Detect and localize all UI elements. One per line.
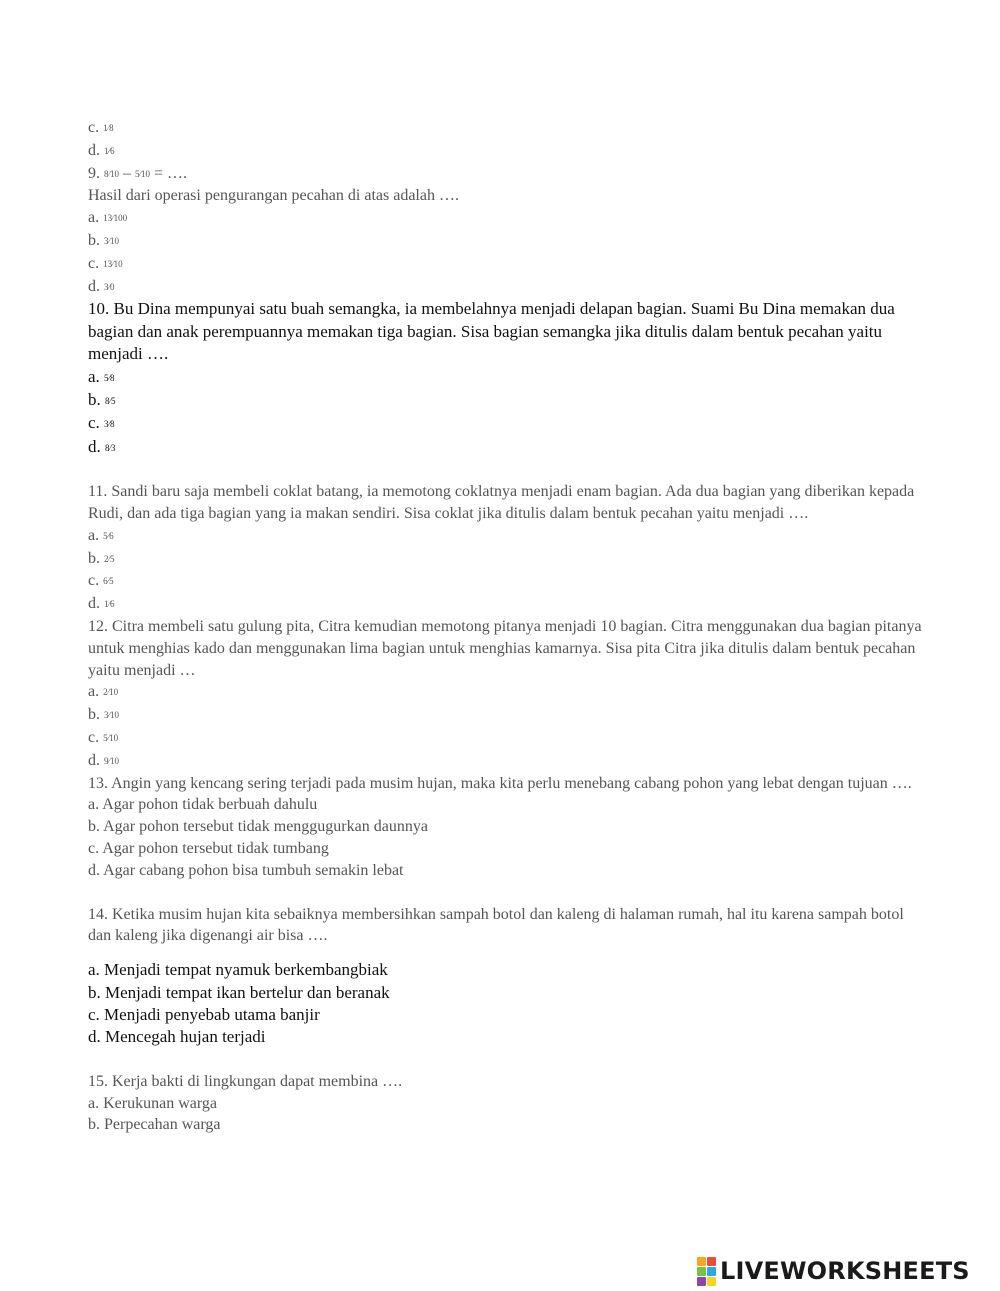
q9-question: Hasil dari operasi pengurangan pecahan di atas adalah …. xyxy=(88,187,459,205)
q14-option-a: a. Menjadi tempat nyamuk berkembangbiak xyxy=(88,960,388,980)
q13-option-a: a. Agar pohon tidak berbuah dahulu xyxy=(88,796,318,814)
fraction: 1⁄6 xyxy=(104,599,115,610)
fraction: 5⁄10 xyxy=(103,732,119,743)
fraction: 8⁄5 xyxy=(105,396,116,406)
fraction: 3⁄10 xyxy=(104,235,120,246)
liveworksheets-footer xyxy=(697,1256,970,1286)
q9-option-b: b. 3⁄10 xyxy=(88,231,120,249)
logo-cell xyxy=(697,1257,706,1266)
q9-stem: 9. 8⁄10 – 5⁄10 = …. xyxy=(88,164,188,182)
fraction: 5⁄8 xyxy=(104,372,115,383)
fraction: 1⁄6 xyxy=(104,145,115,156)
q15-option-a: a. Kerukunan warga xyxy=(88,1094,217,1112)
q15-option-b: b. Perpecahan warga xyxy=(88,1116,221,1134)
q8-option-d: d. 1⁄6 xyxy=(88,141,115,159)
q14-option-c: c. Menjadi penyebab utama banjir xyxy=(88,1004,320,1024)
q14-option-d: d. Mencegah hujan terjadi xyxy=(88,1027,266,1047)
logo-cell xyxy=(707,1267,716,1276)
q11-option-c: c. 6⁄5 xyxy=(88,572,114,590)
q12-option-a: a. 2⁄10 xyxy=(88,683,119,701)
q15-question: 15. Kerja bakti di lingkungan dapat membina …. xyxy=(88,1072,403,1090)
logo-cell xyxy=(707,1257,716,1266)
q10-option-b: b. 8⁄5 xyxy=(88,390,116,409)
q10-option-c: c. 3⁄8 xyxy=(88,413,115,433)
fraction: 13⁄100 xyxy=(103,213,128,224)
q11-option-d: d. 1⁄6 xyxy=(88,595,115,613)
fraction: 3⁄8 xyxy=(104,419,115,430)
spacer xyxy=(88,459,928,481)
fraction: 13⁄10 xyxy=(103,258,123,269)
q10-option-a: a. 5⁄8 xyxy=(88,366,115,386)
brand-name: LIVEWORKSHEETS xyxy=(720,1257,970,1285)
fraction: 6⁄5 xyxy=(103,576,114,587)
q11-option-a: a. 5⁄6 xyxy=(88,526,114,544)
fraction: 5⁄10 xyxy=(135,168,151,179)
fraction: 3⁄10 xyxy=(104,710,120,721)
q13-option-d: d. Agar cabang pohon bisa tumbuh semakin lebat xyxy=(88,861,404,879)
q13-question: 13. Angin yang kencang sering terjadi pada musim hujan, maka kita perlu menebang cabang pohon yang lebat dengan tujuan …. xyxy=(88,774,912,792)
q12-option-d: d. 9⁄10 xyxy=(88,751,120,769)
q11-option-b: b. 2⁄5 xyxy=(88,549,115,567)
fraction: 3⁄0 xyxy=(104,281,115,292)
worksheet-page xyxy=(88,117,928,1136)
logo-cell xyxy=(707,1277,716,1286)
q11-question: 11. Sandi baru saja membeli coklat batang, ia memotong coklatnya menjadi enam bagian. Ada dua bagian yang diberikan kepada Rudi, dan ada tiga bagian yang ia makan sendiri. Sisa coklat jika ditulis dalam bentuk pecahan yaitu menjadi …. xyxy=(88,483,915,523)
fraction: 2⁄5 xyxy=(104,553,115,564)
q13-option-b: b. Agar pohon tersebut tidak menggugurkan daunnya xyxy=(88,818,428,836)
q8-option-c: c. 1⁄8 xyxy=(88,119,114,136)
q9-option-c: c. 13⁄10 xyxy=(88,254,123,272)
fraction: 8⁄3 xyxy=(105,442,116,453)
fraction: 9⁄10 xyxy=(104,755,120,766)
q9-option-a: a. 13⁄100 xyxy=(88,209,128,227)
logo-cell xyxy=(697,1277,706,1286)
spacer xyxy=(88,1049,928,1071)
fraction: 8⁄10 xyxy=(104,168,120,179)
liveworksheets-logo-icon xyxy=(697,1257,716,1286)
q12-option-b: b. 3⁄10 xyxy=(88,706,120,724)
fraction: 5⁄6 xyxy=(103,530,114,541)
logo-cell xyxy=(697,1267,706,1276)
spacer xyxy=(88,882,928,904)
q13-option-c: c. Agar pohon tersebut tidak tumbang xyxy=(88,839,329,857)
q14-option-b: b. Menjadi tempat ikan bertelur dan beranak xyxy=(88,982,390,1002)
q12-question: 12. Citra membeli satu gulung pita, Citra kemudian memotong pitanya menjadi 10 bagian. Citra menggunakan dua bagian pitanya untuk menghias kado dan menggunakan lima bagian untuk menghias kamarnya. Sisa pita Citra jika ditulis dalam bentuk pecahan yaitu menjadi … xyxy=(88,618,922,679)
q12-option-c: c. 5⁄10 xyxy=(88,728,119,746)
q14-question: 14. Ketika musim hujan kita sebaiknya membersihkan sampah botol dan kaleng di halaman rumah, hal itu karena sampah botol dan kaleng jika digenangi air bisa …. xyxy=(88,905,904,945)
fraction: 2⁄10 xyxy=(103,687,119,698)
fraction: 1⁄8 xyxy=(103,123,114,133)
spacer xyxy=(88,947,928,959)
q10-question: 10. Bu Dina mempunyai satu buah semangka, ia membelahnya menjadi delapan bagian. Suami Bu Dina memakan dua bagian dan anak perempuannya memakan tiga bagian. Sisa bagian semangka jika ditulis dalam bentuk pecahan yaitu menjadi …. xyxy=(88,299,895,364)
q10-option-d: d. 8⁄3 xyxy=(88,436,116,456)
q9-option-d: d. 3⁄0 xyxy=(88,277,115,295)
